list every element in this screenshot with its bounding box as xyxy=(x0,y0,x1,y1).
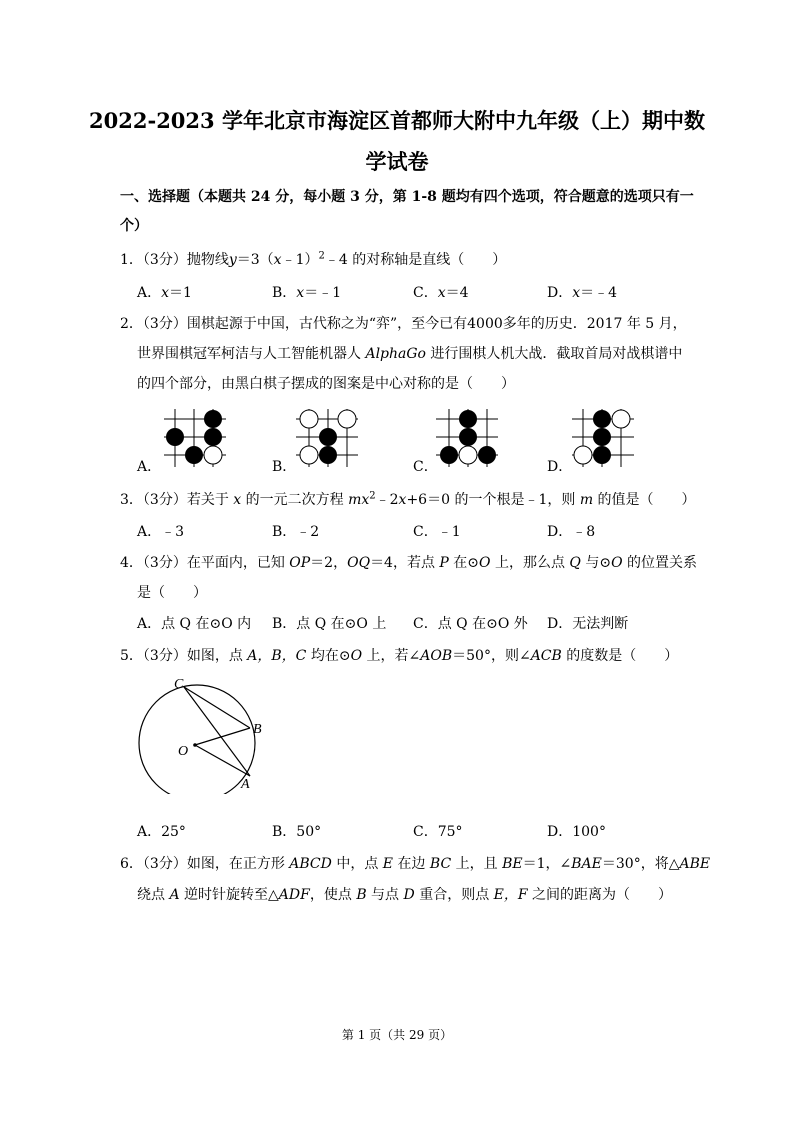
q5-circle-figure xyxy=(132,672,272,794)
question-2-line3: 的四个部分，由黑白棋子摆成的图案是中心对称的是（ ） xyxy=(137,376,515,392)
fig-label-a: A xyxy=(241,777,250,792)
fig-label-b: B xyxy=(253,722,262,737)
q2-go-figure-b xyxy=(292,405,362,470)
q2-option-b[interactable]: B． xyxy=(272,459,297,475)
q4-option-c[interactable]: C．点 Q 在⊙O 外 xyxy=(413,616,528,632)
q2-option-c[interactable]: C． xyxy=(413,459,438,475)
q5-option-a[interactable]: A．25° xyxy=(137,824,186,840)
section-heading-cont: 个） xyxy=(120,218,148,234)
q3-option-a[interactable]: A．﹣3 xyxy=(137,524,185,540)
page-title-line2: 学试卷 xyxy=(365,149,429,174)
q2-go-figure-a xyxy=(160,405,230,470)
q3-option-c[interactable]: C．﹣1 xyxy=(413,524,461,540)
q1-option-b[interactable]: B．x＝﹣1 xyxy=(272,285,342,301)
q5-option-c[interactable]: C．75° xyxy=(413,824,463,840)
q4-option-b[interactable]: B．点 Q 在⊙O 上 xyxy=(272,616,387,632)
q2-option-d[interactable]: D． xyxy=(547,459,573,475)
question-4-line1: 4．（3分）在平面内，已知 OP＝2，OQ＝4，若点 P 在⊙O 上，那么点 Q 与⊙O 的位置关系 xyxy=(120,555,698,571)
page-title-line1: 2022-2023 学年北京市海淀区首都师大附中九年级（上）期中数 xyxy=(89,108,705,133)
question-6-line2: 绕点 A 逆时针旋转至△ADF，使点 B 与点 D 重合，则点 E，F 之间的距离为（ ） xyxy=(137,887,673,903)
question-6-line1: 6．（3分）如图，在正方形 ABCD 中，点 E 在边 BC 上，且 BE＝1，∠BAE＝30°，将△ABE xyxy=(120,856,711,872)
q5-option-d[interactable]: D．100° xyxy=(547,824,606,840)
q2-go-figure-c xyxy=(432,405,502,470)
section-heading: 一、选择题（本题共 24 分，每小题 3 分，第 1-8 题均有四个选项，符合题意的选项只有一 xyxy=(120,189,694,205)
question-2-line2: 世界围棋冠军柯洁与人工智能机器人 AlphaGo 进行围棋人机大战．截取首局对战棋谱中 xyxy=(137,346,683,362)
question-5: 5．（3分）如图，点 A，B，C 均在⊙O 上，若∠AOB＝50°，则∠ACB 的度数是（ ） xyxy=(120,648,679,664)
q5-option-b[interactable]: B．50° xyxy=(272,824,322,840)
q1-option-d[interactable]: D．x＝﹣4 xyxy=(547,285,618,301)
q4-option-a[interactable]: A．点 Q 在⊙O 内 xyxy=(137,616,252,632)
q2-option-a[interactable]: A． xyxy=(137,459,162,475)
q3-option-b[interactable]: B．﹣2 xyxy=(272,524,320,540)
q1-option-a[interactable]: A．x＝1 xyxy=(137,285,192,301)
question-3: 3．（3分）若关于 x 的一元二次方程 $mx^2﹣2x+6=0$ 的一个根是﹣1，则 m 的值是（ ） xyxy=(120,490,696,508)
q1-option-c[interactable]: C．x＝4 xyxy=(413,285,469,301)
question-4-line2: 是（ ） xyxy=(137,585,207,601)
question-1: 1．（3分）抛物线y＝3（x﹣1）$^2$﹣4 的对称轴是直线（ ） xyxy=(120,250,507,268)
page-footer: 第 1 页（共 29 页） xyxy=(341,1028,453,1042)
fig-label-o: O xyxy=(178,744,189,759)
q2-go-figure-d xyxy=(568,405,638,470)
q3-option-d[interactable]: D．﹣8 xyxy=(547,524,596,540)
fig-label-c: C xyxy=(174,677,184,692)
question-2-line1: 2．（3分）围棋起源于中国，古代称之为“弈”，至今已有4000多年的历史．2017 年 5 月， xyxy=(120,316,687,332)
q4-option-d[interactable]: D．无法判断 xyxy=(547,616,629,632)
